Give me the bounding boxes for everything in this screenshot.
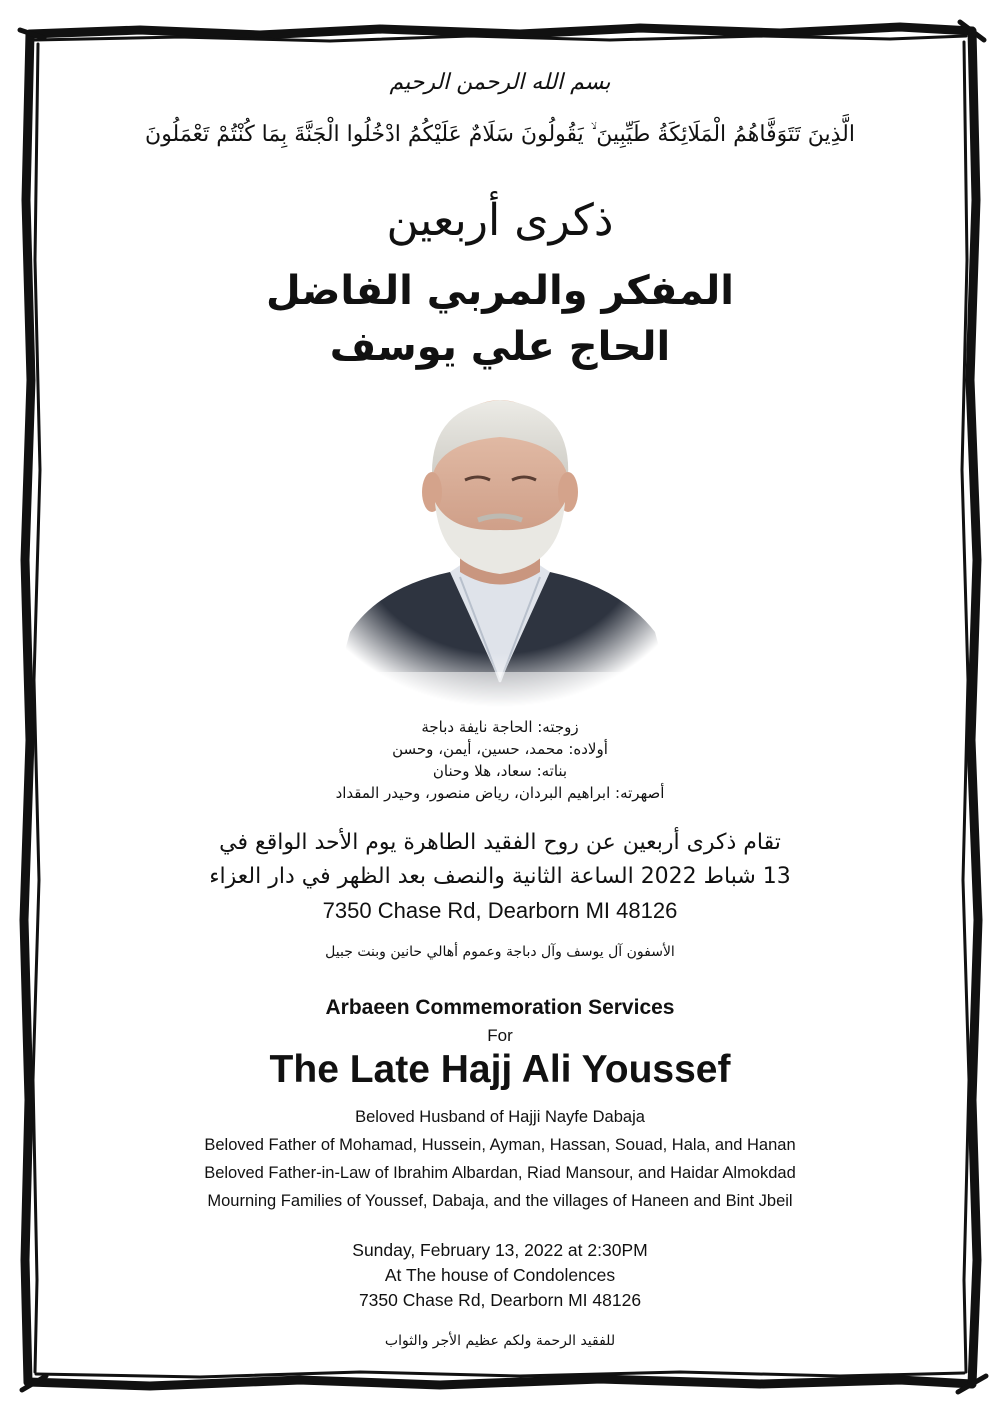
family-husband-english: Beloved Husband of Hajji Nayfe Dabaja [355, 1108, 645, 1126]
family-list-english [0, 1103, 1000, 1215]
family-sons-arabic: أولاده: محمد، حسين، أيمن، وحسن [392, 740, 608, 758]
service-details-english [0, 1238, 1000, 1313]
mourners-arabic: الأسفون آل يوسف وآل دباجة وعموم أهالي حانين وبنت جبيل [325, 944, 675, 960]
closing-condolence-arabic: للفقيد الرحمة ولكم عظيم الأجر والثواب [384, 1333, 616, 1349]
portrait-photo [310, 382, 690, 707]
invitation-line-1: تقام ذكرى أربعين عن روح الفقيد الطاهرة يوم الأحد الواقع في [219, 830, 781, 855]
family-father-in-law-english: Beloved Father-in-Law of Ibrahim Albardan, Riad Mansour, and Haidar Almokdad [204, 1164, 796, 1182]
honorific-arabic: المفكر والمربي الفاضل [265, 268, 734, 314]
invitation-address: 7350 Chase Rd, Dearborn MI 48126 [322, 898, 678, 923]
arbaeen-title-arabic: ذكرى أربعين [386, 195, 614, 246]
english-heading: Arbaeen Commemoration Services [325, 996, 675, 1019]
service-date-time: Sunday, February 13, 2022 at 2:30PM [352, 1240, 648, 1260]
english-for-label: For [487, 1026, 513, 1045]
family-in-laws-arabic: أصهرته: ابراهيم البردان، رياض منصور، وحيدر المقداد [335, 784, 665, 802]
deceased-name-arabic: الحاج علي يوسف [329, 324, 671, 370]
basmala-calligraphy: بسم الله الرحمن الرحيم [389, 70, 611, 95]
invitation-arabic [0, 826, 1000, 928]
family-wife-arabic: زوجته: الحاجة نايفة دباجة [421, 718, 579, 736]
family-daughters-arabic: بناته: سعاد، هلا وحنان [432, 762, 568, 780]
quran-verse: الَّذِينَ تَتَوَفَّاهُمُ الْمَلَائِكَةُ طَيِّبِينَ ۙ يَقُولُونَ سَلَامٌ عَلَيْكُمُ ادْخُلُوا الْجَنَّةَ بِمَا كُنْتُمْ تَعْمَلُونَ [145, 122, 855, 147]
family-mourning-english: Mourning Families of Youssef, Dabaja, and the villages of Haneen and Bint Jbeil [207, 1192, 793, 1210]
portrait-photo-icon [310, 382, 690, 707]
service-address: 7350 Chase Rd, Dearborn MI 48126 [358, 1290, 642, 1310]
deceased-name-english: The Late Hajj Ali Youssef [269, 1048, 731, 1091]
service-venue: At The house of Condolences [384, 1265, 616, 1285]
family-father-english: Beloved Father of Mohamad, Hussein, Ayman, Hassan, Souad, Hala, and Hanan [204, 1136, 796, 1154]
invitation-line-2: 13 شباط 2022 الساعة الثانية والنصف بعد الظهر في دار العزاء [209, 864, 791, 889]
family-list-arabic [0, 716, 1000, 804]
